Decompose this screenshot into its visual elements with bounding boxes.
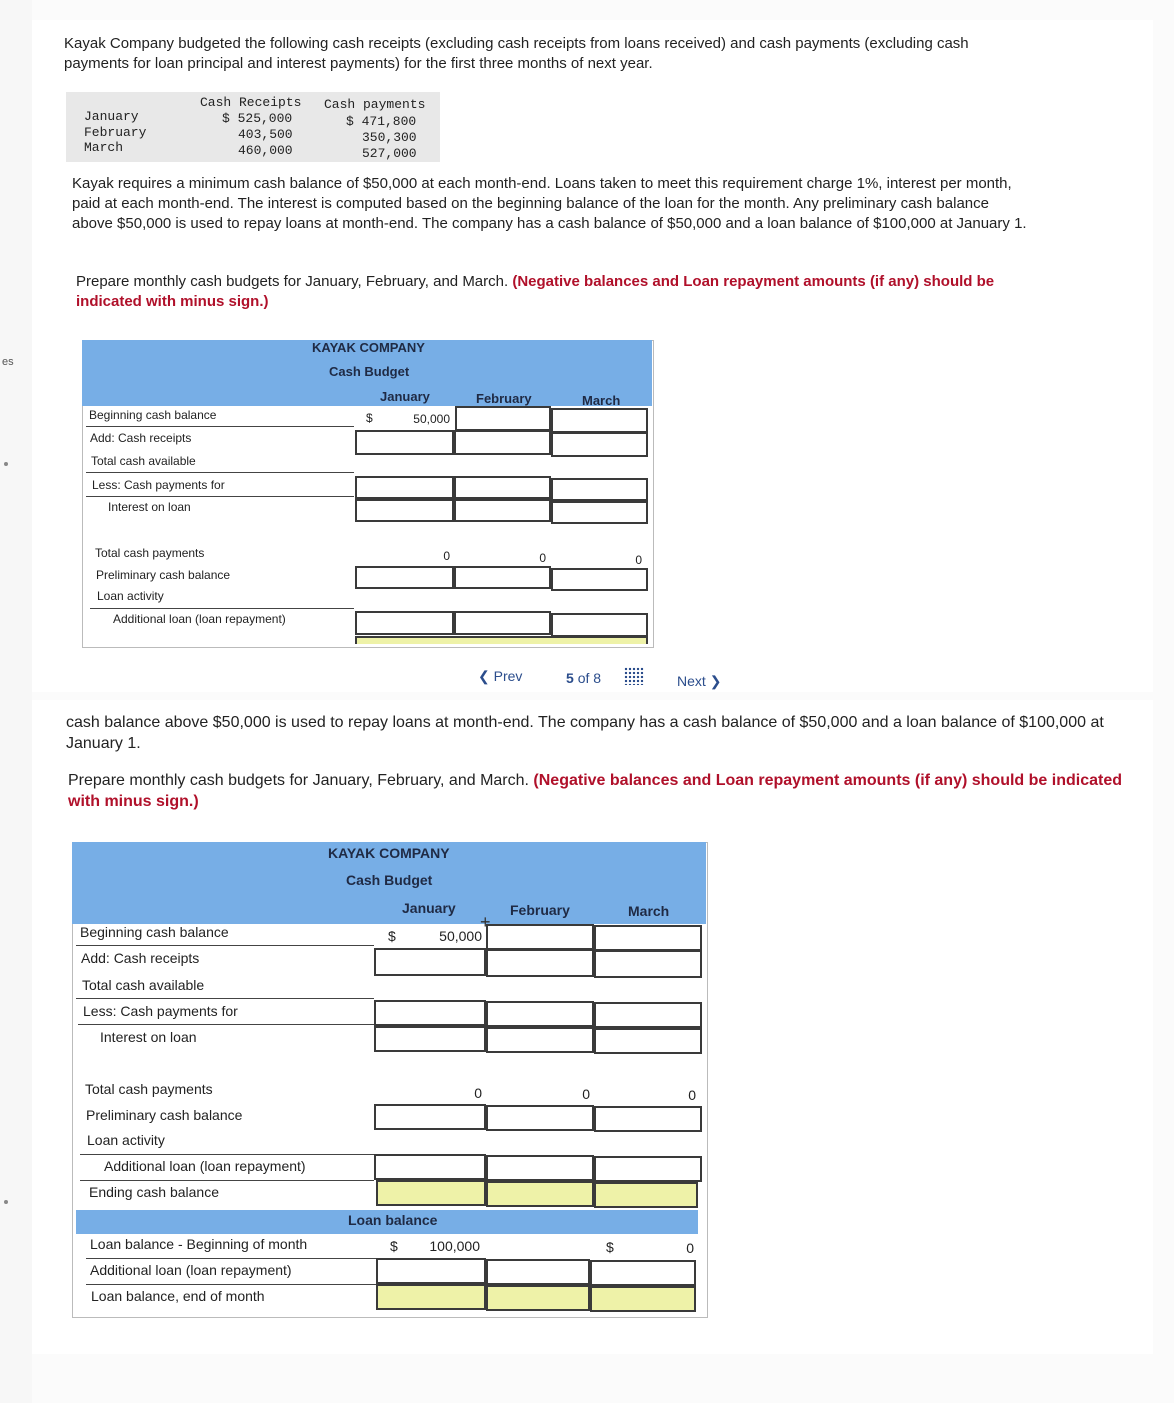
row-label-total-cash-available: Total cash available <box>82 977 205 993</box>
input-mar-loan-additional[interactable] <box>590 1260 696 1286</box>
loan-jan-beginning-value: 100,000 <box>429 1238 480 1254</box>
row-label-less-payments: Less: Cash payments for <box>92 478 225 492</box>
input-feb-cash-payments[interactable] <box>454 476 551 499</box>
row-label-beginning-cash: Beginning cash balance <box>80 924 229 940</box>
chevron-left-icon: ❮ <box>478 668 490 684</box>
month-header-march: March <box>582 393 621 408</box>
instructions <box>76 272 1016 312</box>
currency-symbol: $ <box>388 928 396 944</box>
input-mar-preliminary[interactable] <box>551 568 648 591</box>
row-divider <box>80 1180 374 1181</box>
row-label-ending-cash: Ending cash balance <box>89 1184 219 1200</box>
month-header-march: March <box>628 903 670 919</box>
row-label-total-payments: Total cash payments <box>85 1081 213 1097</box>
feb-total-payments: 0 <box>582 1086 590 1102</box>
row-label-loan-activity: Loan activity <box>87 1132 165 1148</box>
page-total: of 8 <box>577 670 602 686</box>
input-mar-interest[interactable] <box>594 1028 702 1054</box>
sidebar-label: es <box>2 356 14 368</box>
row-month: January <box>84 109 139 124</box>
month-header-january: January <box>402 900 456 916</box>
row-label-cash-receipts: Add: Cash receipts <box>81 950 200 966</box>
input-mar-cash-payments[interactable] <box>594 1002 702 1028</box>
row-label-loan-beginning: Loan balance - Beginning of month <box>90 1236 308 1252</box>
instruction-plain: Prepare monthly cash budgets for January, February, and March. <box>68 772 529 789</box>
input-feb-additional-loan[interactable] <box>486 1155 594 1181</box>
feb-ending-cash[interactable] <box>486 1181 594 1207</box>
instruction-red: (Negative balances and Loan repayment amounts (if any) should be indicated with minus sign.) <box>68 772 1122 810</box>
feb-loan-end[interactable] <box>486 1285 590 1311</box>
row-label-total-payments: Total cash payments <box>95 546 205 560</box>
instruction-red: (Negative balances and Loan repayment amounts (if any) should be indicated with minus sign.) <box>76 273 995 310</box>
row-label-interest: Interest on loan <box>108 500 191 514</box>
input-feb-receipts[interactable] <box>454 430 551 455</box>
currency-symbol: $ <box>390 1238 398 1254</box>
row-divider <box>90 608 354 609</box>
row-label-loan-end: Loan balance, end of month <box>91 1288 265 1304</box>
month-header-february: February <box>510 902 570 918</box>
requirements-text: Kayak requires a minimum cash balance of $50,000 at each month-end. Loans taken to meet this requirement charge 1%, interest per month, paid at each month-end. The interest is computed based on the beginning balance of the loan for the month. Any preliminary cash balance above $50,000 is used to repay loans at month-end. The company has a cash balance of $50,000 and a loan balance of $100,000 at January 1. <box>72 175 1027 232</box>
next-label: Next <box>677 673 706 689</box>
row-receipts: $ 525,000 <box>222 111 293 126</box>
input-jan-additional-loan[interactable] <box>374 1154 486 1180</box>
col-header-receipts: Cash Receipts <box>200 95 302 110</box>
input-feb-beginning[interactable] <box>486 924 594 950</box>
row-payments: 527,000 <box>362 146 417 161</box>
month-header-january: January <box>380 389 430 404</box>
input-jan-preliminary[interactable] <box>355 566 454 589</box>
jan-total-payments: 0 <box>474 1085 482 1101</box>
row-receipts: 460,000 <box>238 143 293 158</box>
input-jan-interest[interactable] <box>355 499 454 522</box>
row-label-additional-loan: Additional loan (loan repayment) <box>113 612 286 626</box>
sidebar-dot <box>4 462 8 466</box>
input-mar-receipts[interactable] <box>551 432 648 457</box>
row-divider <box>86 496 354 497</box>
row-divider <box>76 945 374 946</box>
jan-loan-end[interactable] <box>376 1284 486 1310</box>
currency-symbol: $ <box>606 1239 614 1255</box>
next-button[interactable] <box>677 673 721 690</box>
prev-label: Prev <box>493 668 523 684</box>
col-header-payments: Cash payments <box>324 97 426 112</box>
input-jan-cash-payments[interactable] <box>374 1000 486 1026</box>
feb-total-payments: 0 <box>539 551 546 565</box>
input-feb-preliminary[interactable] <box>454 566 551 589</box>
row-divider <box>86 1258 376 1259</box>
row-label-cash-receipts: Add: Cash receipts <box>90 431 192 445</box>
jan-beginning-value: 50,000 <box>439 928 482 944</box>
mar-total-payments: 0 <box>635 553 642 567</box>
input-mar-preliminary[interactable] <box>594 1106 702 1132</box>
loan-mar-beginning-value: 0 <box>686 1240 694 1256</box>
row-label-additional-loan: Additional loan (loan repayment) <box>104 1158 306 1174</box>
currency-symbol: $ <box>366 411 373 425</box>
chevron-right-icon: ❯ <box>709 673 722 689</box>
row-divider <box>78 1024 374 1025</box>
jan-ending-cash[interactable] <box>376 1180 486 1206</box>
left-sidebar-strip <box>0 0 32 1403</box>
row-divider <box>86 426 354 427</box>
problem-intro: Kayak Company budgeted the following cash receipts (excluding cash receipts from loans received) and cash payments (excluding cash payments for loan principal and interest payments) for the first three months of next year. <box>64 35 969 72</box>
mar-ending-cash[interactable] <box>594 1182 698 1208</box>
input-feb-additional-loan[interactable] <box>454 611 551 635</box>
mar-loan-end[interactable] <box>590 1286 696 1312</box>
instruction-plain: Prepare monthly cash budgets for January, February, and March. <box>76 273 509 290</box>
input-jan-receipts[interactable] <box>374 948 486 976</box>
input-mar-additional-loan[interactable] <box>551 613 648 637</box>
page-grid-icon[interactable] <box>624 667 644 685</box>
row-label-loan-activity: Loan activity <box>97 589 164 603</box>
jan-beginning-value: 50,000 <box>413 412 450 426</box>
mar-total-payments: 0 <box>688 1087 696 1103</box>
partial-requirements-text: cash balance above $50,000 is used to repay loans at month-end. The company has a cash balance of $50,000 and a loan balance of $100,000 at January 1. <box>66 714 1104 752</box>
input-feb-preliminary[interactable] <box>486 1105 594 1131</box>
input-mar-cash-payments[interactable] <box>551 478 648 501</box>
input-feb-cash-payments[interactable] <box>486 1001 594 1027</box>
input-jan-preliminary[interactable] <box>374 1104 486 1130</box>
row-label-less-payments: Less: Cash payments for <box>83 1003 238 1019</box>
sidebar-dot <box>4 1200 8 1204</box>
month-header-february: February <box>476 391 532 406</box>
instructions-2 <box>68 770 1128 812</box>
budget-title: Cash Budget <box>329 364 410 379</box>
ending-cash-row-partial[interactable] <box>355 636 648 644</box>
input-feb-interest[interactable] <box>486 1027 594 1053</box>
input-mar-interest[interactable] <box>551 501 648 524</box>
loan-section-title: Loan balance <box>348 1212 438 1228</box>
row-label-total-cash-available: Total cash available <box>91 454 196 468</box>
row-month: March <box>84 140 124 155</box>
row-label-interest: Interest on loan <box>100 1029 197 1045</box>
input-jan-additional-loan[interactable] <box>355 611 454 635</box>
row-month: February <box>84 125 147 140</box>
company-name: KAYAK COMPANY <box>328 845 450 861</box>
row-label-preliminary: Preliminary cash balance <box>96 568 231 582</box>
input-jan-loan-additional[interactable] <box>376 1258 486 1284</box>
input-mar-beginning[interactable] <box>594 925 702 951</box>
input-feb-beginning[interactable] <box>455 406 551 431</box>
prev-button[interactable] <box>478 668 522 685</box>
input-mar-beginning[interactable] <box>551 408 648 433</box>
company-name: KAYAK COMPANY <box>312 340 425 355</box>
row-divider <box>86 472 354 473</box>
input-jan-receipts[interactable] <box>355 430 454 455</box>
current-page: 5 <box>566 670 574 686</box>
row-receipts: 403,500 <box>238 127 293 142</box>
row-label-preliminary: Preliminary cash balance <box>86 1107 243 1123</box>
row-label-loan-additional: Additional loan (loan repayment) <box>90 1262 292 1278</box>
budget-title: Cash Budget <box>346 872 433 888</box>
input-mar-additional-loan[interactable] <box>594 1156 702 1182</box>
input-jan-interest[interactable] <box>374 1026 486 1052</box>
input-feb-loan-additional[interactable] <box>486 1259 590 1285</box>
jan-total-payments: 0 <box>443 549 450 563</box>
crosshair-cursor-icon: + <box>480 912 491 932</box>
row-divider <box>86 1284 376 1285</box>
row-payments: $ 471,800 <box>346 114 417 129</box>
row-label-beginning-cash: Beginning cash balance <box>89 408 217 422</box>
row-divider <box>76 998 374 999</box>
input-mar-receipts[interactable] <box>594 950 702 978</box>
row-payments: 350,300 <box>362 130 417 145</box>
page-indicator <box>566 670 601 686</box>
row-divider <box>80 1154 374 1155</box>
input-feb-receipts[interactable] <box>486 949 594 977</box>
input-jan-cash-payments[interactable] <box>355 476 454 499</box>
input-feb-interest[interactable] <box>454 499 551 522</box>
